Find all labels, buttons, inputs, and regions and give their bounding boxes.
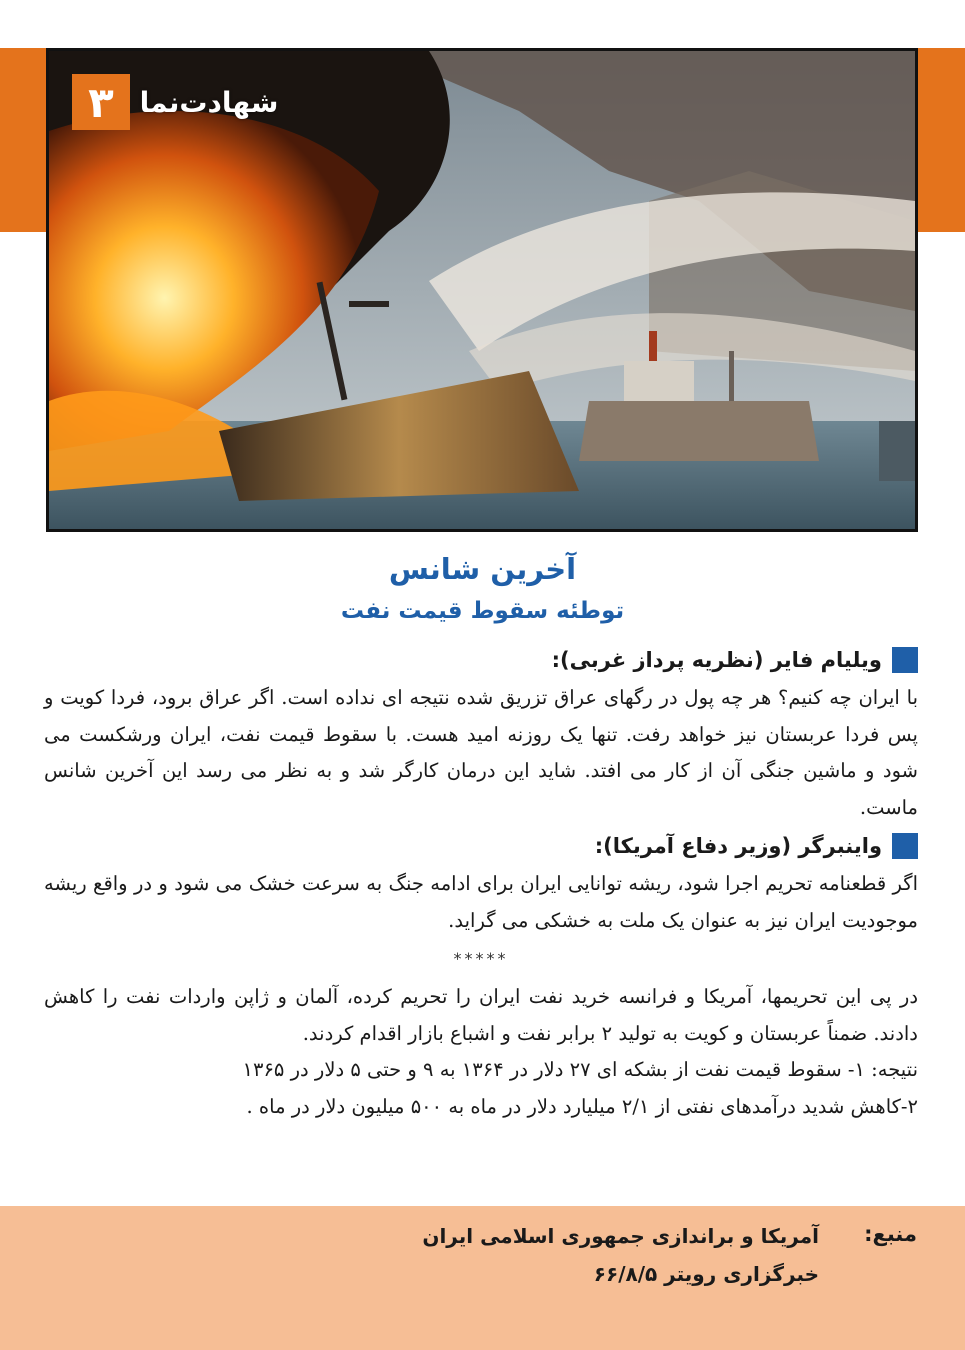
article-body (44, 640, 918, 1125)
source-line: خبرگزاری رویتر ۶۶/۸/۵ (593, 1262, 819, 1286)
source-line: آمریکا و براندازی جمهوری اسلامی ایران (422, 1224, 819, 1248)
logo-wordmark: شهادت‌نما (139, 85, 279, 119)
square-bullet-icon (892, 647, 918, 673)
quote-heading-weinberger (44, 826, 918, 866)
paragraph: نتیجه: ۱- سقوط قیمت نفت از بشکه ای ۲۷ دلار در ۱۳۶۴ به ۹ و حتی ۵ دلار در ۱۳۶۵ (242, 1058, 918, 1081)
top-white-strip (0, 0, 965, 48)
speaker-label: ویلیام فایر (نظریه پرداز غربی): (551, 648, 882, 672)
separator-asterisks: ***** (453, 949, 509, 968)
speaker-label: واینبرگر (وزیر دفاع آمریکا): (594, 834, 882, 858)
page-subtitle: توطئه سقوط قیمت نفت (340, 598, 625, 624)
page-title: آخرین شانس (388, 552, 577, 586)
source-label: منبع: (864, 1222, 917, 1246)
page-number-badge: ۳ (72, 74, 130, 130)
quote-heading-fire (44, 640, 918, 680)
paragraph: ۲-کاهش شدید درآمدهای نفتی از ۲/۱ میلیارد دلار در ماه به ۵۰۰ میلیون دلار در ماه . (246, 1094, 918, 1118)
quote-text: با ایران چه کنیم؟ هر چه پول در رگهای عراق تزریق شده نتیجه ای نداده است. اگر عراق برود، فردا کویت و پس فردا عربستان نیز خواهد رفت. تنها یک روزنه امید هست. با سقوط قیمت نفت، ایران ورشکست می شود و ماشین جنگی آن از کار می افتد. شاید این درمان کارگر شد و به نظر می رسد این آخرین شانس ماست. (44, 686, 918, 819)
square-bullet-icon (892, 833, 918, 859)
quote-text: اگر قطعنامه تحریم اجرا شود، ریشه توانایی ایران برای ادامه جنگ به سرعت خشک می شود و در واقع ریشه موجودیت ایران نیز به عنوان یک ملت به خشکی می گراید. (44, 872, 918, 932)
paragraph: در پی این تحریمها، آمریکا و فرانسه خرید نفت ایران را تحریم کرده، آلمان و ژاپن واردات نفت را کاهش دادند. ضمناً عربستان و کویت به تولید ۲ برابر نفت و اشباع بازار اقدام کردند. (44, 985, 918, 1045)
